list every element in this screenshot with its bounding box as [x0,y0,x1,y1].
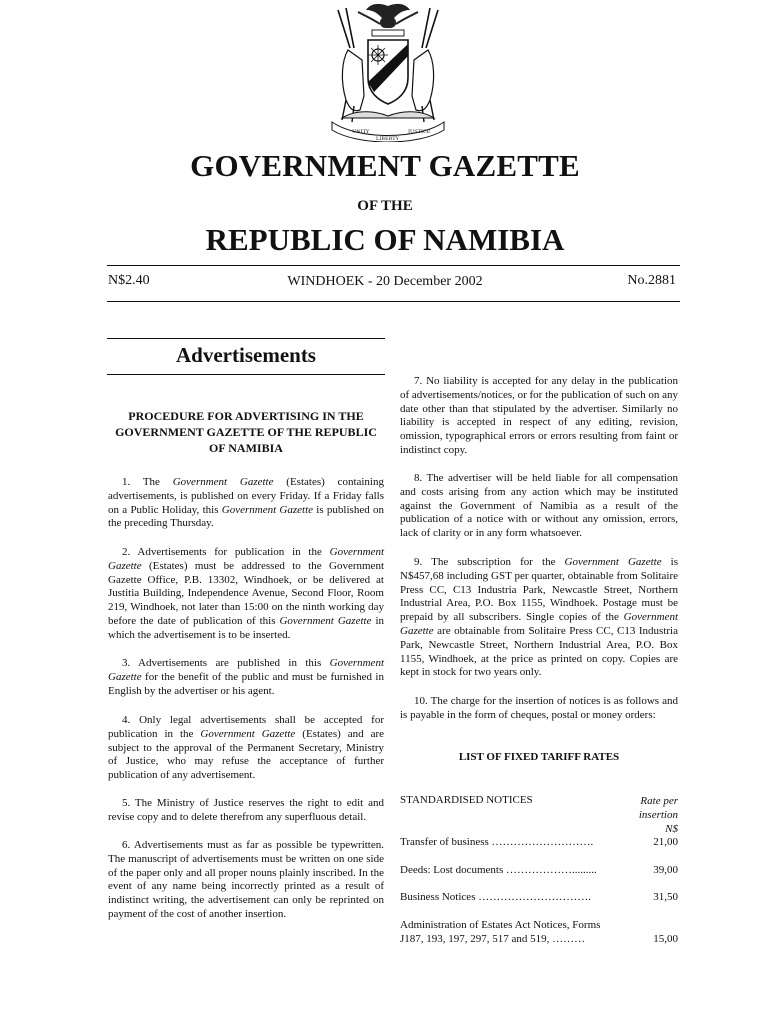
paragraph-9: 9. The subscription for the Government Gazette is N$457,68 including GST per quarter, obtainable from Solitaire Press CC, C13 Industria Park, Newcastle Street, Northern Industrial Area, P.O. Box 1155, Windhoek. Postage must be prepaid by all subscribers. Single copies of the Government Gazette are obtainable from Solitaire Press CC, C13 Industria Park, Newcastle Street, Northern Industrial Area, P.O. Box 1155, Windhoek, at the price as printed on copy. Copies are kept in stock for two years only. [400,556,678,679]
tariff-category: STANDARDISED NOTICES [400,794,533,806]
tariff-row [400,835,678,849]
issue-dateline: WINDHOEK - 20 December 2002 [287,274,483,289]
gazette-republic: REPUBLIC OF NAMIBIA [205,222,565,257]
paragraph-2: 2. Advertisements for publication in the Government Gazette (Estates) must be addressed to the Government Gazette Office, P.B. 13302, Windhoek, or be delivered at Justitia Building, Independence Avenue, Second Floor, Room 219, Windhoek, not later than 15:00 on the ninth working day before the date of publication of this Government Gazette in which the advertisement is to be inserted. [108,546,384,641]
issue-number: No.2881 [627,273,676,288]
procedure-heading: PROCEDURE FOR ADVERTISING IN THE GOVERNMENT GAZETTE OF THE REPUBLIC OF NAMIBIA [115,409,377,455]
tariff-row [400,863,678,877]
issue-price: N$2.40 [108,273,150,288]
paragraph-4: 4. Only legal advertisements shall be accepted for publication in the Government Gazette (Estates) and are subject to the approval of the Permanent Secretary, Ministry of Justice, who may refuse the acceptance of further publication of any advertisement. [108,714,384,782]
paragraph-6: 6. Advertisements must as far as possible be typewritten. The manuscript of advertisements must be written on one side of the paper only and all proper nouns plainly inscribed. In the event of any name being incorrectly printed as a result of indistinct writing, the advertisement can only be reprinted on payment of the cost of another insertion. [108,839,384,920]
masthead-rule-top [107,265,680,266]
section-rule-bottom [107,374,385,375]
tariff-row-amount: 21,00 [653,836,678,848]
paragraph-1: 1. The Government Gazette (Estates) containing advertisements, is published on every Friday. If a Friday falls on a Public Holiday, this Government Gazette is published on the preceding Thursday. [108,476,384,530]
tariff-row-label: Business Notices …………………………. [400,891,591,903]
paragraph-7: 7. No liability is accepted for any delay in the publication of advertisements/notices, or for the publication of such on any date other than that stipulated by the advertiser. Similarly no liability is accepted in respect of any editing, revision, omission, typographical errors or errors resulting from faint or indistinct copy. [400,375,678,456]
tariff-row-amount: 15,00 [653,933,678,945]
gazette-title: GOVERNMENT GAZETTE [190,148,580,183]
masthead-rule-bottom [107,301,680,302]
crest-motto-unity: UNITY [352,129,370,135]
gazette-of-the: OF THE [357,198,413,214]
crest-motto-liberty: LIBERTY [376,136,399,142]
coat-of-arms-emblem [318,0,458,142]
tariff-row-amount: 31,50 [653,891,678,903]
section-title: Advertisements [176,343,316,367]
tariff-row-amount: 39,00 [653,864,678,876]
paragraph-8: 8. The advertiser will be held liable for all compensation and costs arising from any action which may be instituted against the Government of Namibia as a result of the publication of a notice with or without any omission, errors, lack of clarity or in any form whatsoever. [400,472,678,540]
paragraph-10: 10. The charge for the insertion of notices is as follows and is payable in the form of cheques, postal or money orders: [400,695,678,721]
tariff-heading: LIST OF FIXED TARIFF RATES [458,751,620,763]
tariff-row-label: Administration of Estates Act Notices, Forms J187, 193, 197, 297, 517 and 519, ……… [400,919,601,945]
paragraph-3: 3. Advertisements are published in this Government Gazette for the benefit of the public and must be furnished in English by the advertiser or his agent. [108,657,384,697]
tariff-row-label: Deeds: Lost documents ………………......... [400,864,597,876]
tariff-row-label: Transfer of business ………………………. [400,836,594,848]
tariff-row [400,918,678,946]
crest-motto-justice: JUSTICE [408,129,431,135]
tariff-row [400,890,678,904]
section-rule-top [107,338,385,339]
tariff-rate-header: Rate per insertion N$ [638,795,678,835]
paragraph-5: 5. The Ministry of Justice reserves the right to edit and revise copy and to delete therefrom any superfluous detail. [108,797,384,823]
